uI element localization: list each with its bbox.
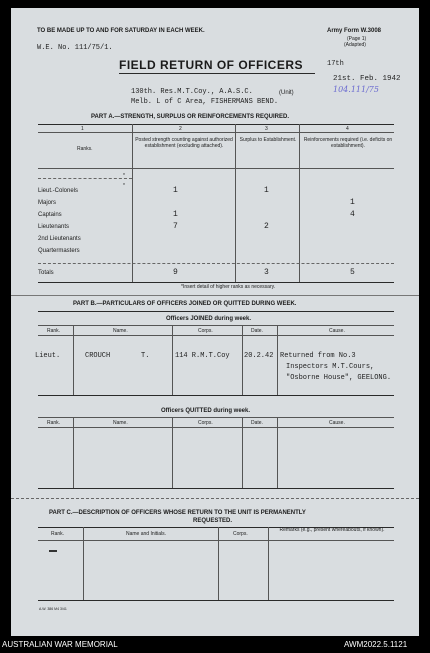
title-suffix: 17th [327,60,344,68]
rank-label: 2nd Lieutenants [38,236,81,242]
part-c-heading-2: REQUESTED. [193,518,233,524]
rank-label: Quartermasters [38,248,80,254]
rank-label: Majors [38,200,57,206]
footer-credit: AUSTRALIAN WAR MEMORIAL [2,640,118,649]
unit-line-2: Melb. L of C Area, FISHERMANS BEND. [131,98,279,106]
entry-corps: 114 R.M.T.Coy [175,352,230,360]
part-b-heading: PART B.—PARTICULARS OF OFFICERS JOINED OR QUITTED DURING WEEK. [73,301,297,307]
tear-line [11,498,419,499]
entry-rank: Lieut. [35,352,61,360]
title-underline [119,73,315,74]
posted-value: 7 [173,222,178,231]
part-c-col-corps: Corps. [233,531,248,537]
entry-cause-1: Returned from No.3 [280,352,356,360]
totals-label: Totals [38,270,54,276]
entry-name: CROUCH [85,352,111,360]
rank-label: Lieut.-Colonels [38,188,79,194]
entry-cause-2: Inspectors M.T.Cours, [286,363,375,371]
totals-surplus: 3 [264,268,269,277]
section-divider [11,295,419,296]
reinforcement-value: 1 [350,198,355,207]
footer-accession: AWM2022.5.1121 [344,640,408,649]
form-paper: TO BE MADE UP TO AND FOR SATURDAY IN EACH WEEK. Army Form W.3008 (Page 1) (Adapted) W.E. No. 111/75/1. FIELD RETURN OF OFFICERS 17th 21st. Feb. 1942 130th. Res.M.T.Coy., A.A.S.C. (Unit) Melb. L of C Area, FISHERMANS BEND. 104.111/75 PART A.—STRENGTH, SURPLUS OR REINFORCEMENTS REQUIRED. 1 2 3 4 Ranks. Posted strength counting against authorized establishment (excluding attached). Surplus to Establishment. Reinforcements required (i.e. deficits on establishment). * * Lieut.-Colonels 1 1 Majors 1 Captains 1 4 Lieutenants 7 2 2nd Lieutenants Quartermasters Totals 9 3 5 *Insert detail of higher ranks as necessary. PART B.—PARTICULARS OF OFFICERS JOINED OR QUITTED DURING WEEK. Officers JOINED during week. Rank. Name. Corps. Date. Cause. Lieut. CROUCH T. 114 R.M.T.Coy 20.2.42 Returned from No.3 Inspectors M.T.Cours, "Osborne House", GEELONG. Officers QUITTED during week. Rank. Name. Corps. Date. Cause. PART C.—DESCRIPTION OF OFFICERS WHOSE RETURN TO THE UNIT IS PERMANENTLY REQUESTED. Rank. Name and Initials. Corps. Remarks (e.g., present whereabouts, if known). A.W. 386 M4 3/41 [11,8,419,636]
col-number-1: 1 [81,126,84,132]
part-a-heading: PART A.—STRENGTH, SURPLUS OR REINFORCEMENTS REQUIRED. [91,114,290,120]
handwritten-reference: 104.111/75 [333,85,379,94]
col-header-ranks: Ranks. [77,146,93,152]
page-title: FIELD RETURN OF OFFICERS [119,58,303,72]
surplus-value: 2 [264,222,269,231]
joined-col-name: Name. [113,328,128,334]
posted-value: 1 [173,210,178,219]
joined-col-corps: Corps. [198,328,213,334]
form-page: (Page 1) [347,36,367,42]
col-number-3: 3 [265,126,268,132]
unit-line-1: 130th. Res.M.T.Coy., A.A.S.C. [131,88,253,96]
totals-posted: 9 [173,268,178,277]
part-c-col-name: Name and Initials. [126,531,167,537]
entry-cause-3: "Osborne House", GEELONG. [286,374,392,382]
quitted-col-rank: Rank. [47,420,61,426]
rank-label: Captains [38,212,62,218]
posted-value: 1 [173,186,178,195]
joined-col-cause: Cause. [329,328,345,334]
entry-date: 20.2.42 [244,352,274,360]
joined-col-date: Date. [251,328,263,334]
joined-col-rank: Rank. [47,328,61,334]
entry-initial: T. [141,352,150,360]
col-header-surplus: Surplus to Establishment. [239,137,297,143]
joined-heading: Officers JOINED during week. [166,316,252,322]
quitted-col-corps: Corps. [198,420,213,426]
rank-label: Lieutenants [38,224,70,230]
form-adapted: (Adapted) [344,42,366,48]
reinforcement-value: 4 [350,210,355,219]
printer-mark: A.W. 386 M4 3/41 [39,607,67,611]
footer-bar [0,639,430,653]
col-header-reinforcements: Reinforcements required (i.e. deficits on establishment). [303,137,393,149]
part-c-heading-1: PART C.—DESCRIPTION OF OFFICERS WHOSE RETURN TO THE UNIT IS PERMANENTLY [49,510,306,516]
surplus-value: 1 [264,186,269,195]
footnote: *Insert detail of higher ranks as necessary. [181,284,276,290]
part-c-col-remarks: Remarks (e.g., present whereabouts, if known). [279,527,385,533]
we-number: W.E. No. 111/75/1. [37,44,113,52]
col-number-4: 4 [346,126,349,132]
instruction-text: TO BE MADE UP TO AND FOR SATURDAY IN EACH WEEK. [37,28,205,34]
quitted-col-name: Name. [113,420,128,426]
quitted-heading: Officers QUITTED during week. [161,408,251,414]
totals-reinforcements: 5 [350,268,355,277]
unit-label: (Unit) [279,90,294,96]
quitted-col-cause: Cause. [329,420,345,426]
form-number: Army Form W.3008 [327,28,382,34]
quitted-col-date: Date. [251,420,263,426]
col-header-posted: Posted strength counting against authorized establishment (excluding attached). [135,137,233,149]
return-date: 21st. Feb. 1942 [333,75,401,83]
col-number-2: 2 [179,126,182,132]
ink-mark [49,550,57,552]
part-c-col-rank: Rank. [51,531,65,537]
